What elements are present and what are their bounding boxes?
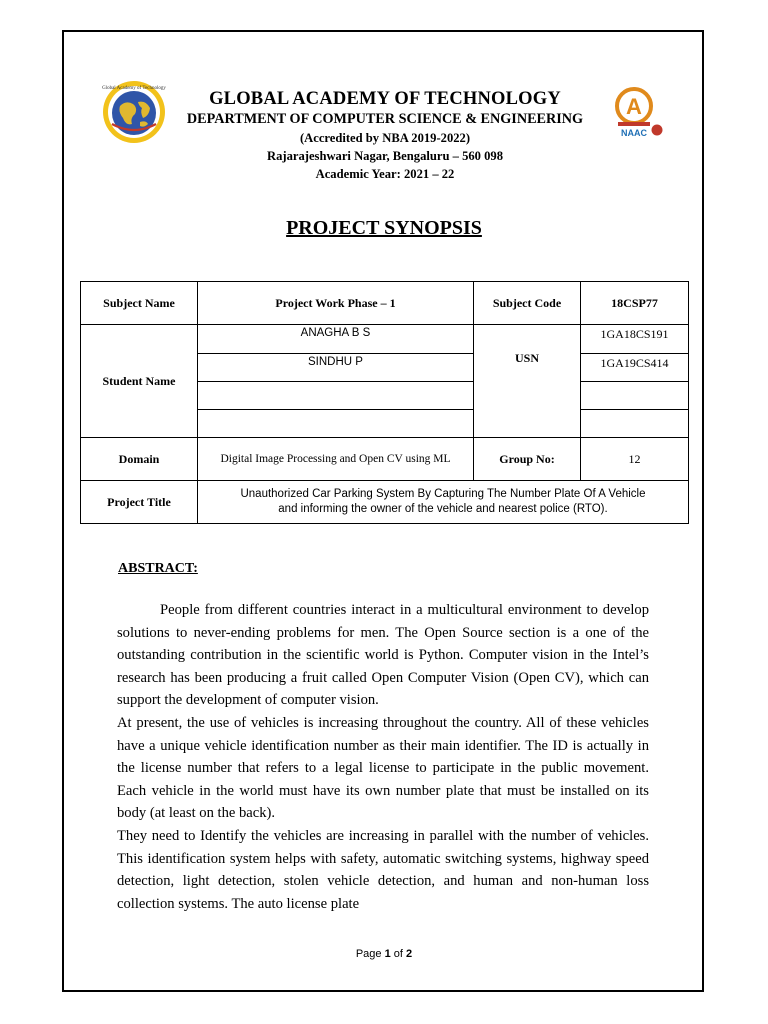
domain-label: Domain (81, 438, 198, 481)
group-label: Group No: (474, 438, 581, 481)
usn-1: 1GA18CS191 (581, 325, 689, 354)
abstract-body (117, 599, 649, 915)
project-title-label: Project Title (81, 481, 198, 524)
usn-3 (581, 382, 689, 410)
logo-left-text: Global Academy of Technology (102, 86, 166, 91)
synopsis-table (80, 281, 689, 524)
table-row (81, 325, 689, 354)
page-title: PROJECT SYNOPSIS (286, 217, 482, 239)
table-row (81, 282, 689, 325)
accreditation: (Accredited by NBA 2019-2022) (299, 131, 471, 145)
page-footer (0, 948, 768, 960)
institution-name: GLOBAL ACADEMY OF TECHNOLOGY (209, 89, 561, 109)
group-value: 12 (581, 438, 689, 481)
student-name-1: ANAGHA B S (198, 325, 474, 354)
usn-4 (581, 410, 689, 438)
table-row (81, 481, 689, 524)
student-name-2: SINDHU P (198, 354, 474, 382)
usn-2: 1GA19CS414 (581, 354, 689, 382)
naac-text: NAAC (621, 128, 647, 138)
subject-name-value: Project Work Phase – 1 (198, 282, 474, 325)
page-total: 2 (406, 948, 413, 960)
student-name-3 (198, 382, 474, 410)
domain-value: Digital Image Processing and Open CV using ML (198, 438, 474, 481)
table-row (81, 438, 689, 481)
page-word: Page (355, 948, 382, 960)
abstract-heading: ABSTRACT: (118, 561, 198, 576)
project-title-line-1: Unauthorized Car Parking System By Capturing The Number Plate Of A Vehicle (240, 488, 646, 500)
naac-grade: A (626, 94, 642, 119)
abstract-paragraph-3: They need to Identify the vehicles are increasing in parallel with the number of vehicles. This identification system helps with safety, automatic switching systems, highway speed detection, light detection, stolen vehicle detection, and human and non-human loss collection systems. The auto license plate (117, 827, 649, 912)
letterhead (150, 88, 620, 183)
subject-code-value: 18CSP77 (581, 282, 689, 325)
subject-code-label: Subject Code (474, 282, 581, 325)
student-name-label: Student Name (81, 325, 198, 438)
project-title-value (198, 481, 689, 524)
abstract-paragraph-1: People from different countries interact in a multicultural environment to develop solutions to never-ending problems for men. The Open Source section is a one of the outstanding contribution in the scientific world is Python. Computer vision in the Intel’s research has been producing a fruit called Open Computer Vision (Open CV), which can support the development of computer vision. (117, 602, 649, 709)
of-word: of (393, 948, 403, 960)
subject-name-label: Subject Name (81, 282, 198, 325)
student-name-4 (198, 410, 474, 438)
usn-label: USN (474, 325, 581, 438)
page-number: 1 (384, 948, 391, 960)
department-name: DEPARTMENT OF COMPUTER SCIENCE & ENGINEERING (186, 111, 584, 127)
project-title-line-2: and informing the owner of the vehicle and nearest police (RTO). (278, 503, 608, 515)
academic-year: Academic Year: 2021 – 22 (315, 167, 455, 181)
abstract-paragraph-2: At present, the use of vehicles is increasing throughout the country. All of these vehicles have a unique vehicle identification number as their main identifier. The ID is actually in the license number that refers to a legal license to participate in the public movement. Each vehicle in the world must have its own number plate that must be installed on its body (at least on the back). (117, 714, 649, 822)
address: Rajarajeshwari Nagar, Bengaluru – 560 098 (266, 149, 503, 163)
